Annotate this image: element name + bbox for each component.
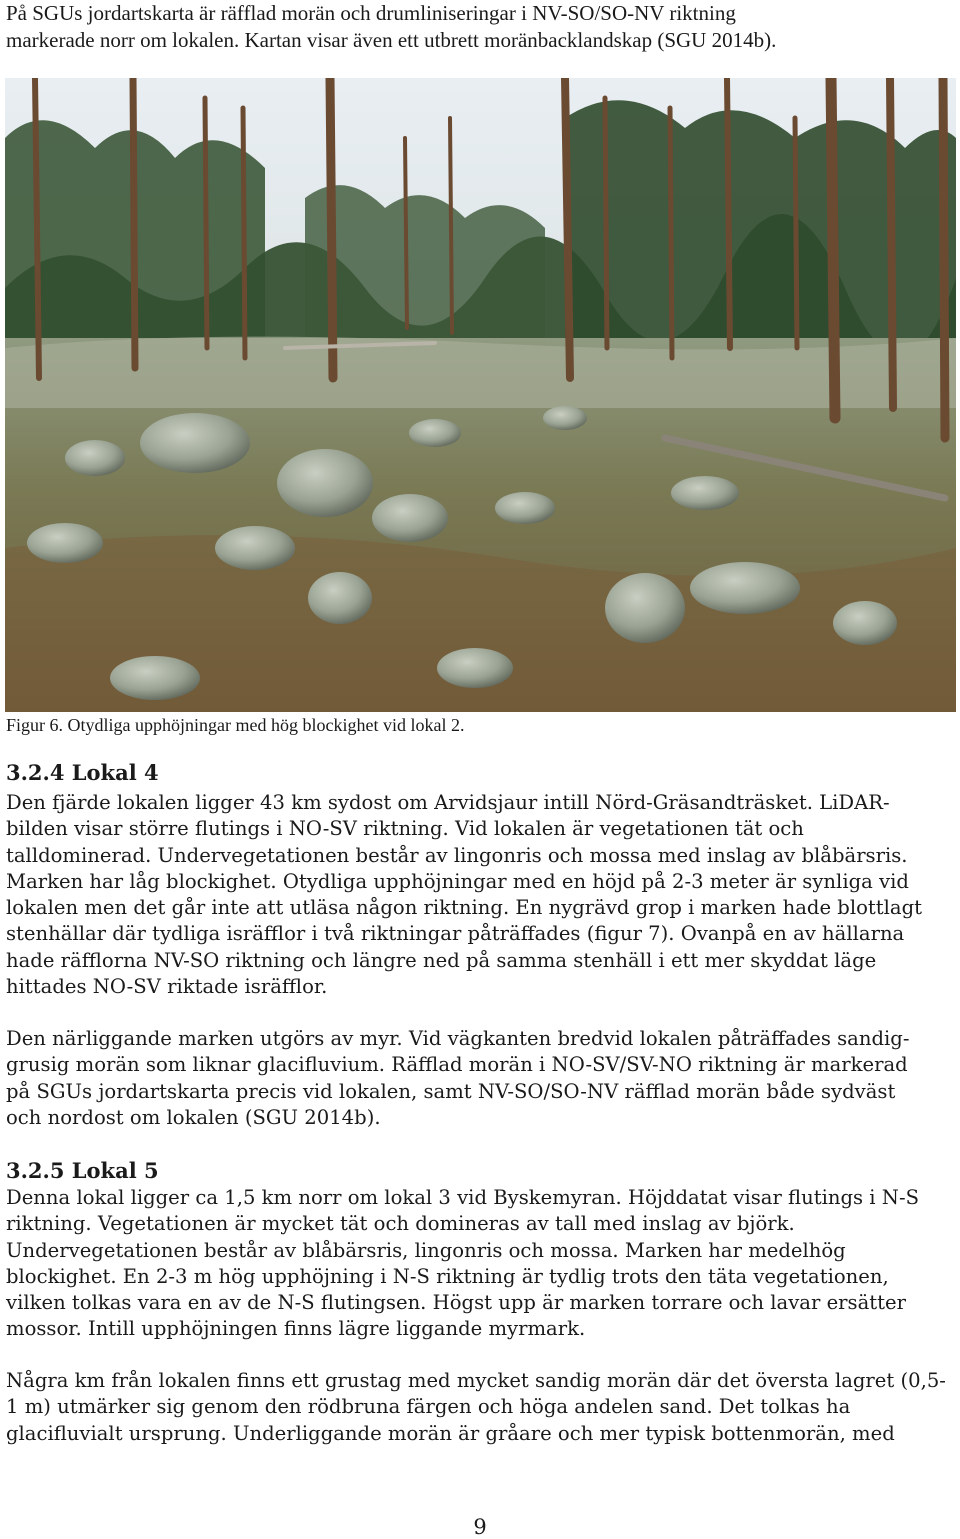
section-paragraph [6, 1026, 954, 1131]
text-line: vilken tolkas vara en av de N-S flutingsen. Högst upp är marken torrare och lavar ersätter [6, 1291, 906, 1315]
text-line: glacifluvialt ursprung. Underliggande morän är gråare och mer typisk bottenmorän, med [6, 1421, 895, 1445]
section-paragraph [6, 764, 954, 1000]
section-paragraph [6, 1368, 954, 1447]
text-line: bilden visar större flutings i NO-SV riktning. Vid lokalen är vegetationen tät och [6, 817, 804, 841]
text-line: 1 m) utmärker sig genom den rödbruna färgen och höga andelen sand. Det tolkas ha [6, 1395, 851, 1419]
text-line: Undervegetationen består av blåbärsris, lingonris och mossa. Marken har medelhög [6, 1238, 846, 1262]
text-line: på SGUs jordartskarta precis vid lokalen, samt NV-SO/SO-NV räfflad morän både sydväst [6, 1079, 896, 1103]
text-line: Den fjärde lokalen ligger 43 km sydost om Arvidsjaur intill Nörd-Gräsandträsket. LiDAR- [6, 791, 890, 814]
text-line: markerade norr om lokalen. Kartan visar även ett utbrett moränbacklandskap (SGU 2014b). [6, 28, 777, 52]
intro-paragraph [6, 0, 956, 54]
text-line: mossor. Intill upphöjningen finns lägre liggande myrmark. [6, 1317, 586, 1341]
section-heading: 3.2.4 Lokal 4 [6, 760, 159, 785]
section-heading: 3.2.5 Lokal 5 [6, 1158, 159, 1183]
forest-boulder-photo [5, 78, 956, 712]
text-line: På SGUs jordartskarta är räfflad morän och drumliniseringar i NV-SO/SO-NV riktning [6, 1, 736, 25]
text-line: Några km från lokalen finns ett grustag med mycket sandig morän där det översta lagret (0,5- [6, 1369, 946, 1392]
text-line: talldominerad. Undervegetationen består av lingonris och mossa med inslag av blåbärsris. [6, 843, 908, 867]
text-line: och nordost om lokalen (SGU 2014b). [6, 1105, 381, 1129]
text-line: Marken har låg blockighet. Otydliga upphöjningar med en höjd på 2-3 meter är synliga vid [6, 869, 909, 893]
text-line: stenhällar där tydliga isräfflor i två riktningar påträffades (figur 7). Ovanpå en av hällarna [6, 922, 905, 946]
text-line: hade räfflorna NV-SO riktning och längre ned på samma stenhäll i ett mer skyddat läge [6, 948, 877, 972]
text-line: Denna lokal ligger ca 1,5 km norr om lokal 3 vid Byskemyran. Höjddatat visar flutings i N-S [6, 1186, 919, 1209]
page-number: 9 [473, 1515, 487, 1539]
section-paragraph [6, 1185, 954, 1343]
figure-caption: Figur 6. Otydliga upphöjningar med hög blockighet vid lokal 2. [6, 715, 465, 735]
text-line: hittades NO-SV riktade isräfflor. [6, 975, 328, 999]
text-line: riktning. Vegetationen är mycket tät och domineras av tall med inslag av björk. [6, 1212, 795, 1236]
text-line: grusig morän som liknar glacifluvium. Räfflad morän i NO-SV/SV-NO riktning är markerad [6, 1053, 908, 1077]
text-line: blockighet. En 2-3 m hög upphöjning i N-S riktning är tydlig trots den täta vegetationen, [6, 1264, 889, 1288]
text-line: Den närliggande marken utgörs av myr. Vid vägkanten bredvid lokalen påträffades sandig- [6, 1027, 910, 1050]
text-line: lokalen men det går inte att utläsa någon riktning. En nygrävd grop i marken hade blottlagt [6, 896, 922, 920]
